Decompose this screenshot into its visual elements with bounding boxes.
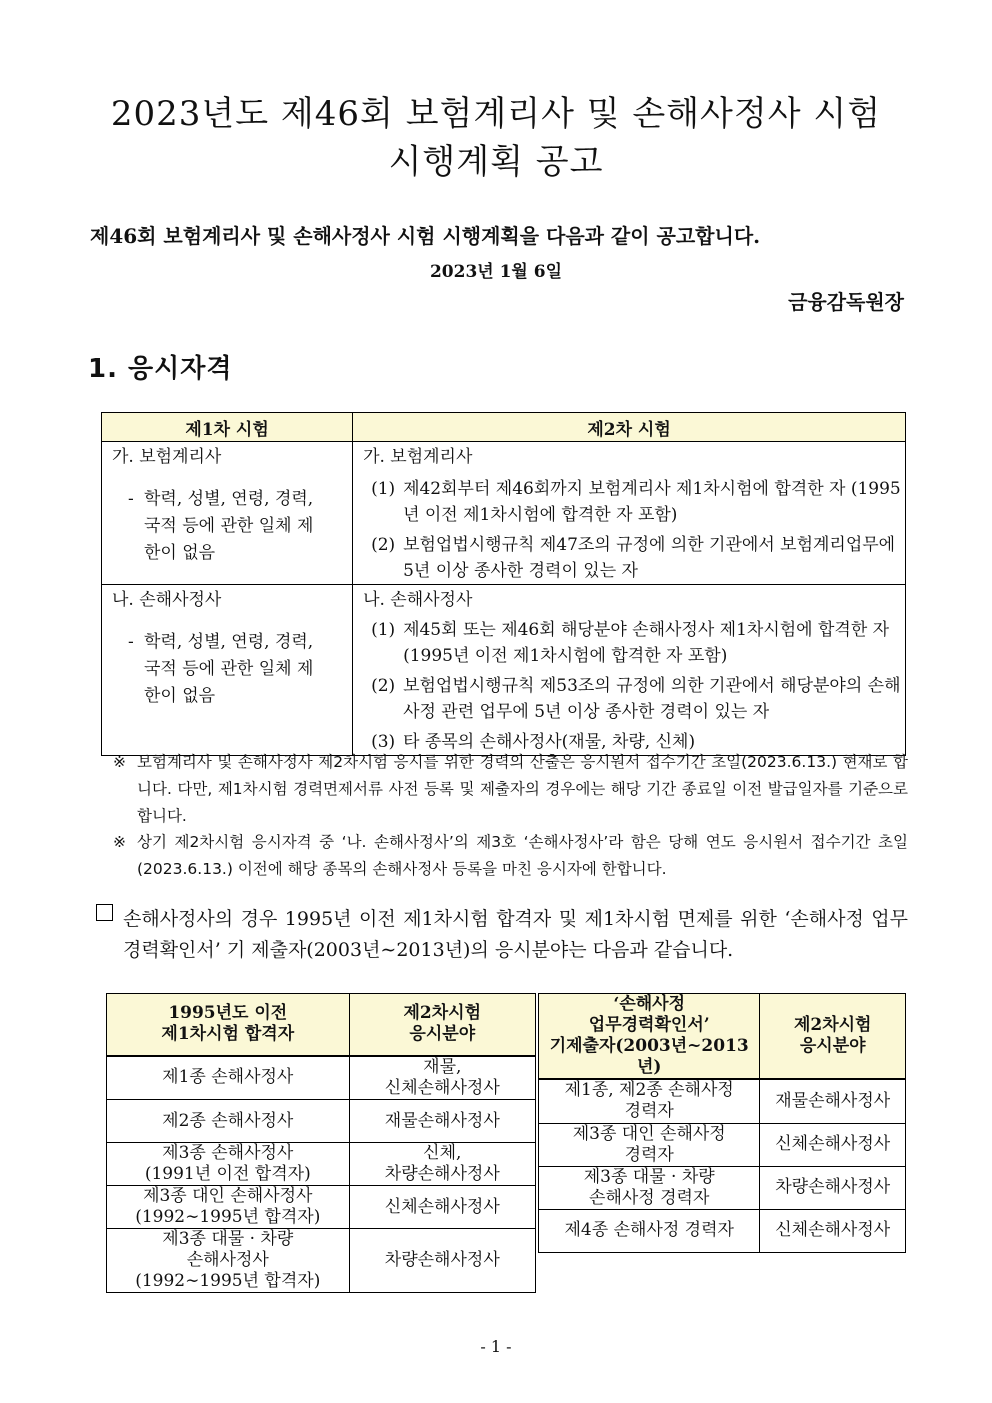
table-row: 제1종, 제2종 손해사정 경력자 재물손해사정사 (539, 1079, 906, 1123)
table-row: 제1종 손해사정사 재물, 신체손해사정사 (107, 1056, 536, 1100)
actuary-first-requirement: 학력, 성별, 연령, 경력, 국적 등에 관한 일체 제한이 없음 (144, 489, 314, 563)
list-item: (2) 보험업법시행규칙 제47조의 규정에 의한 기관에서 보험계리업무에 5년 이상 종사한 경력이 있는 자 (371, 535, 896, 581)
pre1995-table (106, 993, 536, 1293)
actuary-second-cell (353, 442, 906, 585)
actuary-first-cell (102, 442, 353, 585)
table-row: 제3종 대인 손해사정사 (1992∼1995년 합격자) 신체손해사정사 (107, 1186, 536, 1229)
header-first-exam: 제1차 시험 (102, 413, 353, 442)
header-second-exam-field: 제2차시험 응시분야 (349, 994, 535, 1056)
table-row: 제2종 손해사정사 재물손해사정사 (107, 1100, 536, 1143)
table-row: 제3종 대물 · 차량 손해사정 경력자 차량손해사정사 (539, 1166, 906, 1209)
table-row: 제4종 손해사정 경력자 신체손해사정사 (539, 1209, 906, 1252)
list-item: (1) 제42회부터 제46회까지 보험계리사 제1차시험에 합격한 자 (1995년 이전 제1차시험에 합격한 자 포함) (371, 479, 901, 525)
list-item: (1) 제45회 또는 제46회 해당분야 손해사정사 제1차시험에 합격한 자(1995년 이전 제1차시험에 합격한 자 포함) (371, 620, 890, 666)
adjuster-transition-paragraph: 손해사정사의 경우 1995년 이전 제1차시험 합격자 및 제1차시험 면제를 위한 ‘손해사정 업무경력확인서’ 기 제출자(2003년∼2013년)의 응시분야는 다음과 같습니다. (96, 904, 908, 966)
adjuster-label: 나. 손해사정사 (112, 590, 222, 610)
issuing-organization: 금융감독원장 (788, 290, 904, 314)
adjuster-first-requirement: 학력, 성별, 연령, 경력, 국적 등에 관한 일체 제한이 없음 (144, 632, 314, 706)
reference-mark-icon: ※ (113, 753, 126, 771)
actuary-second-label: 가. 보험계리사 (363, 447, 473, 467)
table-row: 제3종 대물 · 차량 손해사정사 (1992∼1995년 합격자) 차량손해사정사 (107, 1229, 536, 1293)
checkbox-square-icon (96, 904, 113, 921)
adjuster-second-cell (353, 585, 906, 756)
reference-mark-icon: ※ (113, 833, 126, 851)
page-number: - 1 - (480, 1337, 512, 1356)
eligibility-table (101, 412, 906, 756)
document-title-line2: 시행계획 공고 (388, 142, 604, 182)
list-item: (2) 보험업법시행규칙 제53조의 규정에 의한 기관에서 해당분야의 손해사정 관련 업무에 5년 이상 종사한 경력이 있는 자 (371, 676, 901, 722)
experience-table (538, 993, 906, 1253)
dash-marker: - (128, 632, 134, 652)
header-experience-submitters: ‘손해사정 업무경력확인서’ 기제출자(2003년~2013년) (539, 994, 760, 1080)
header-second-exam-field: 제2차시험 응시분야 (760, 994, 906, 1080)
adjuster-second-label: 나. 손해사정사 (363, 590, 473, 610)
announcement-intro: 제46회 보험계리사 및 손해사정사 시험 시행계획을 다음과 같이 공고합니다. (90, 224, 761, 248)
note-experience-calculation: ※ 보험계리사 및 손해사정사 제2차시험 응시를 위한 경력의 산출은 응시원서 접수기간 초일(2023.6.13.) 현재로 합니다. 다만, 제1차시험 경력면제서류 사전 등록 및 제출자의 경우에는 해당 기간 종료일 이전 발급일자를 기준으로 합니다. (113, 749, 908, 830)
section-heading-eligibility: 1. 응시자격 (88, 354, 233, 384)
actuary-label: 가. 보험계리사 (112, 447, 222, 467)
announcement-date: 2023년 1월 6일 (429, 262, 563, 282)
note-registration-deadline: ※ 상기 제2차시험 응시자격 중 ‘나. 손해사정사’의 제3호 ‘손해사정사’라 함은 당해 연도 응시원서 접수기간 초일(2023.6.13.) 이전에 해당 종목의 손해사정사 등록을 마친 응시자에 한합니다. (113, 829, 908, 883)
header-pre1995: 1995년도 이전 제1차시험 합격자 (107, 994, 350, 1056)
header-second-exam: 제2차 시험 (353, 413, 906, 442)
list-item: (3) 타 종목의 손해사정사(재물, 차량, 신체) (371, 732, 696, 752)
dash-marker: - (128, 489, 134, 509)
document-title-line1: 2023년도 제46회 보험계리사 및 손해사정사 시험 (110, 94, 882, 134)
table-row: 제3종 손해사정사 (1991년 이전 합격자) 신체, 차량손해사정사 (107, 1143, 536, 1186)
table-row: 제3종 대인 손해사정 경력자 신체손해사정사 (539, 1123, 906, 1166)
adjuster-first-cell (102, 585, 353, 756)
